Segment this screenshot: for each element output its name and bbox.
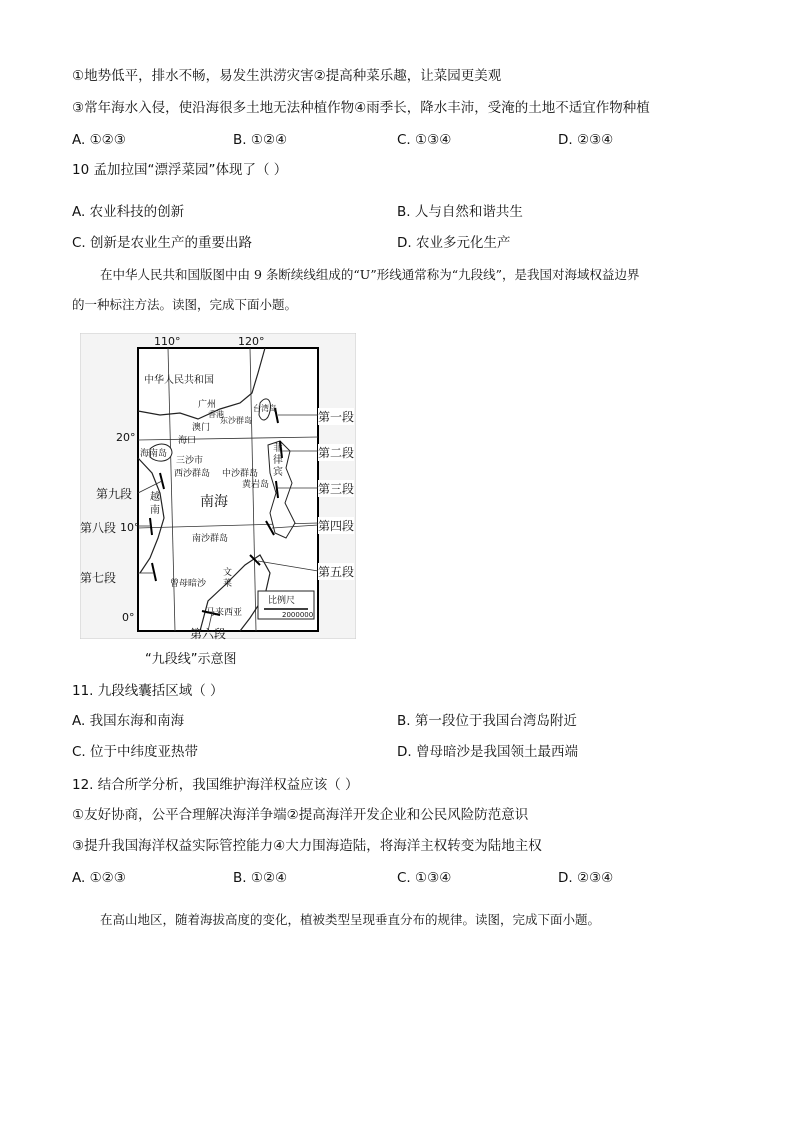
label-vietnam: 越南 [150, 492, 160, 516]
q12-statement-1: ①友好协商，公平合理解决海洋争端②提高海洋开发企业和公民风险防范意识 [72, 807, 529, 823]
label-china: 中华人民共和国 [144, 375, 214, 386]
label-segment-1: 第一段 [318, 410, 355, 424]
label-taiwan: 台湾岛 [253, 404, 277, 413]
map-caption: “九段线”示意图 [145, 652, 237, 667]
q12-option-a: A. ①②③ [72, 870, 126, 886]
label-wenlai: 文莱 [223, 568, 233, 589]
label-segment-9: 第九段 [96, 487, 133, 501]
label-macau: 澳门 [192, 423, 211, 433]
label-lat-20: 20° [116, 431, 136, 444]
q9-option-c: C. ①③④ [397, 132, 452, 148]
label-haikou: 海口 [178, 436, 197, 446]
q11-option-b: B. 第一段位于我国台湾岛附近 [397, 713, 577, 729]
q12-stem: 12. 结合所学分析，我国维护海洋权益应该（ ） [72, 777, 359, 793]
q9-option-d: D. ②③④ [558, 132, 614, 148]
label-zhongsha: 中沙群岛 [222, 469, 259, 479]
label-segment-4: 第四段 [318, 519, 355, 533]
q9-option-a: A. ①②③ [72, 132, 126, 148]
q12-option-d: D. ②③④ [558, 870, 614, 886]
label-lon-120: 120° [238, 335, 265, 348]
q9-statement-1: ①地势低平，排水不畅，易发生洪涝灾害②提高种菜乐趣，让菜园更美观 [72, 68, 502, 84]
label-lat-0: 0° [122, 611, 135, 624]
label-segment-6: 第六段 [190, 627, 227, 641]
nine-dash-line-map [80, 333, 356, 639]
intro-nine-dash-line-2: 的一种标注方法。读图，完成下面小题。 [72, 297, 298, 312]
q10-option-a: A. 农业科技的创新 [72, 204, 185, 220]
q12-option-b: B. ①②④ [233, 870, 288, 886]
label-huangyan: 黄岩岛 [242, 480, 270, 490]
label-segment-7: 第七段 [80, 571, 117, 585]
intro-nine-dash-line-1: 在中华人民共和国版图中由 9 条断续线组成的“U”形线通常称为“九段线”，是我国对海域权益边界 [100, 267, 640, 282]
q10-option-c: C. 创新是农业生产的重要出路 [72, 235, 253, 251]
label-zengmu: 曾母暗沙 [170, 579, 207, 589]
label-guangzhou: 广州 [198, 400, 217, 410]
q12-option-c: C. ①③④ [397, 870, 452, 886]
label-lon-110: 110° [154, 335, 181, 348]
q11-option-d: D. 曾母暗沙是我国领土最西端 [397, 744, 578, 760]
label-nansha: 南沙群岛 [192, 534, 229, 544]
label-lat-10: 10° [120, 521, 140, 534]
label-philippines: 菲律宾 [273, 443, 283, 478]
q9-statement-2: ③常年海水入侵，使沿海很多土地无法种植作物④雨季长，降水丰沛，受淹的土地不适宜作物种植 [72, 100, 650, 116]
label-nanhai: 南海 [200, 494, 228, 510]
q11-option-c: C. 位于中纬度亚热带 [72, 744, 199, 760]
label-hongkong: 香港 [208, 410, 224, 419]
label-dongsha: 东沙群岛 [220, 416, 252, 425]
scale-label: 比例尺 [268, 596, 296, 606]
label-xisha: 西沙群岛 [174, 469, 211, 479]
q10-stem: 10 孟加拉国“漂浮菜园”体现了（ ） [72, 162, 288, 178]
q10-option-d: D. 农业多元化生产 [397, 235, 511, 251]
q10-option-b: B. 人与自然和谐共生 [397, 204, 523, 220]
label-hainan: 海南岛 [140, 449, 168, 459]
q11-option-a: A. 我国东海和南海 [72, 713, 185, 729]
q12-statement-2: ③提升我国海洋权益实际管控能力④大力围海造陆，将海洋主权转变为陆地主权 [72, 838, 542, 854]
q9-option-b: B. ①②④ [233, 132, 288, 148]
label-segment-5: 第五段 [318, 565, 355, 579]
q11-stem: 11. 九段线囊括区域（ ） [72, 683, 224, 699]
intro-vegetation: 在高山地区，随着海拔高度的变化，植被类型呈现垂直分布的规律。读图，完成下面小题。 [100, 912, 601, 927]
label-segment-2: 第二段 [318, 446, 355, 460]
scale-value: 2000000 [282, 611, 314, 619]
label-malaysia: 马来西亚 [206, 608, 243, 618]
label-sansha: 三沙市 [176, 456, 204, 466]
label-segment-8: 第八段 [80, 521, 117, 535]
label-segment-3: 第三段 [318, 482, 355, 496]
